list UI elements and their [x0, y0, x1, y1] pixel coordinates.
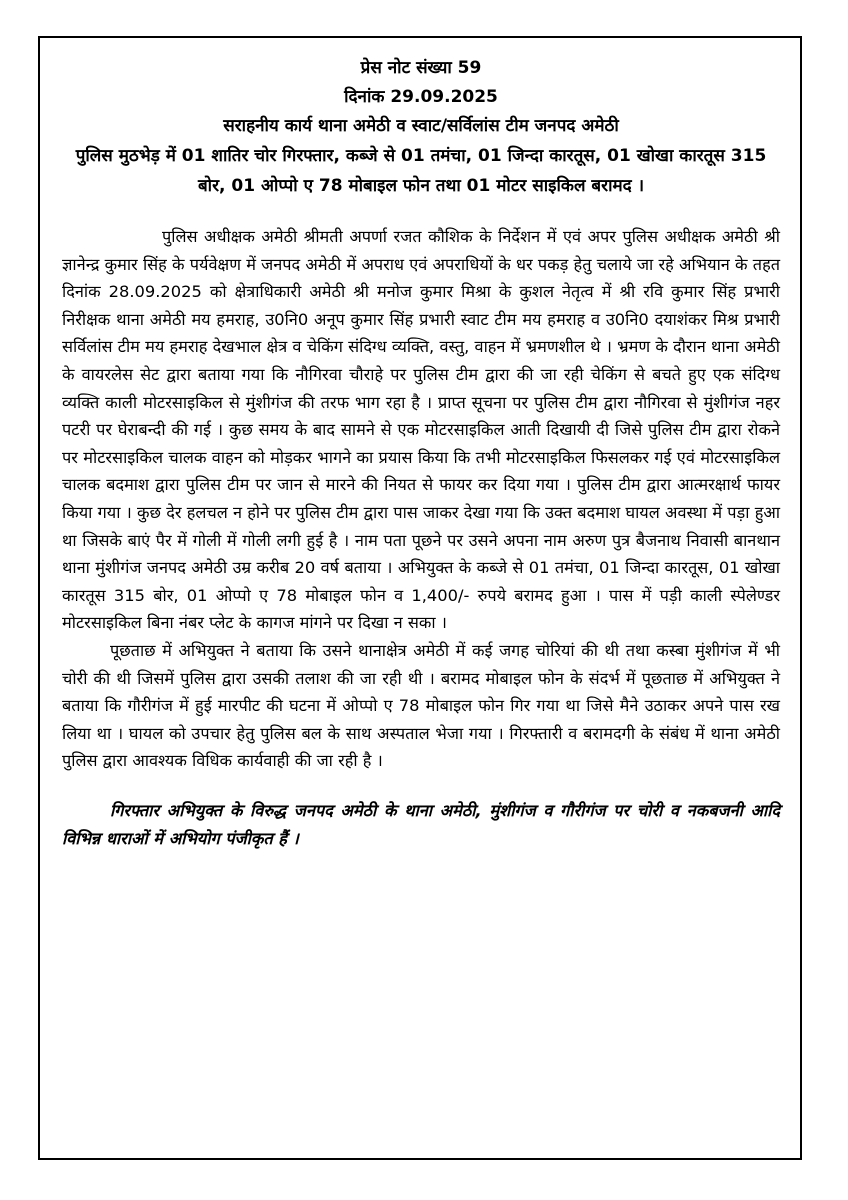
press-note-date: दिनांक 29.09.2025: [344, 87, 498, 107]
document-body: [62, 223, 780, 775]
headline: पुलिस मुठभेड़ में 01 शातिर चोर गिरफ्तार, कब्जे से 01 तमंचा, 01 जिन्दा कारतूस, 01 खोखा कारतूस 315 बोर, 01 ओप्पो ए 78 मोबाइल फोन तथा 01 मोटर साइकिल बरामद ।: [75, 146, 767, 196]
document-header: [62, 54, 780, 201]
document-border: [38, 36, 802, 1160]
body-paragraph-1: पुलिस अधीक्षक अमेठी श्रीमती अपर्णा रजत कौशिक के निर्देशन में एवं अपर पुलिस अधीक्षक अमेठी श्री ज्ञानेन्द्र कुमार सिंह के पर्यवेक्षण में जनपद अमेठी में अपराध एवं अपराधियों के धर पकड़ हेतु चलाये जा रहे अभियान के तहत दिनांक 28.09.2025 को क्षेत्राधिकारी अमेठी श्री मनोज कुमार मिश्रा के कुशल नेतृत्व में श्री रवि कुमार सिंह प्रभारी निरीक्षक थाना अमेठी मय हमराह, उ0नि0 अनूप कुमार सिंह प्रभारी स्वाट टीम मय हमराह व उ0नि0 दयाशंकर मिश्र प्रभारी सर्विलांस टीम मय हमराह देखभाल क्षेत्र व चेकिंग संदिग्ध व्यक्ति, वस्तु, वाहन में भ्रमणशील थे । भ्रमण के दौरान थाना अमेठी के वायरलेस सेट द्वारा बताया गया कि नौगिरवा चौराहे पर पुलिस टीम द्वारा की जा रही चेकिंग से बचते हुए एक संदिग्ध व्यक्ति काली मोटरसाइकिल से मुंशीगंज की तरफ भाग रहा है । प्राप्त सूचना पर पुलिस टीम द्वारा नौगिरवा से मुंशीगंज नहर पटरी पर घेराबन्दी की गई । कुछ समय के बाद सामने से एक मोटरसाइकिल आती दिखायी दी जिसे पुलिस टीम द्वारा रोकने पर मोटरसाइकिल चालक वाहन को मोड़कर भागने का प्रयास किया कि तभी मोटरसाइकिल फिसलकर गई एवं मोटरसाइकिल चालक बदमाश द्वारा पुलिस टीम पर जान से मारने की नियत से फायर कर दिया गया । पुलिस टीम द्वारा आत्मरक्षार्थ फायर किया गया । कुछ देर हलचल न होने पर पुलिस टीम द्वारा पास जाकर देखा गया कि उक्त बदमाश घायल अवस्था में पड़ा हुआ था जिसके बाएं पैर में गोली में गोली लगी हुई है । नाम पता पूछने पर उसने अपना नाम अरुण पुत्र बैजनाथ निवासी बानथान थाना मुंशीगंज जनपद अमेठी उम्र करीब 20 वर्ष बताया । अभियुक्त के कब्जे से 01 तमंचा, 01 जिन्दा कारतूस, 01 खोखा कारतूस 315 बोर, 01 ओप्पो ए 78 मोबाइल फोन व 1,400/- रुपये बरामद हुआ । पास में पड़ी काली स्पेलेण्डर मोटरसाइकिल बिना नंबर प्लेट के कागज मांगने पर दिखा न सका ।: [62, 227, 780, 633]
subject-line: सराहनीय कार्य थाना अमेठी व स्वाट/सर्विलांस टीम जनपद अमेठी: [223, 116, 619, 136]
press-note-number: प्रेस नोट संख्या 59: [360, 58, 482, 78]
closing-statement: गिरफ्तार अभियुक्त के विरुद्ध जनपद अमेठी के थाना अमेठी, मुंशीगंज व गौरीगंज पर चोरी व नकबजनी आदि विभिन्न धाराओं में अभियोग पंजीकृत हैं ।: [62, 800, 780, 848]
body-paragraph-2: पूछताछ में अभियुक्त ने बताया कि उसने थानाक्षेत्र अमेठी में कई जगह चोरियां की थी तथा कस्बा मुंशीगंज में भी चोरी की थी जिसमें पुलिस द्वारा उसकी तलाश की जा रही थी । बरामद मोबाइल फोन के संदर्भ में पूछताछ में अभियुक्त ने बताया कि गौरीगंज में हुई मारपीट की घटना में ओप्पो ए 78 मोबाइल फोन गिर गया था जिसे मैने उठाकर अपने पास रख लिया था । घायल को उपचार हेतु पुलिस बल के साथ अस्पताल भेजा गया । गिरफ्तारी व बरामदगी के संबंध में थाना अमेठी पुलिस द्वारा आवश्यक विधिक कार्यवाही की जा रही है ।: [62, 640, 780, 771]
